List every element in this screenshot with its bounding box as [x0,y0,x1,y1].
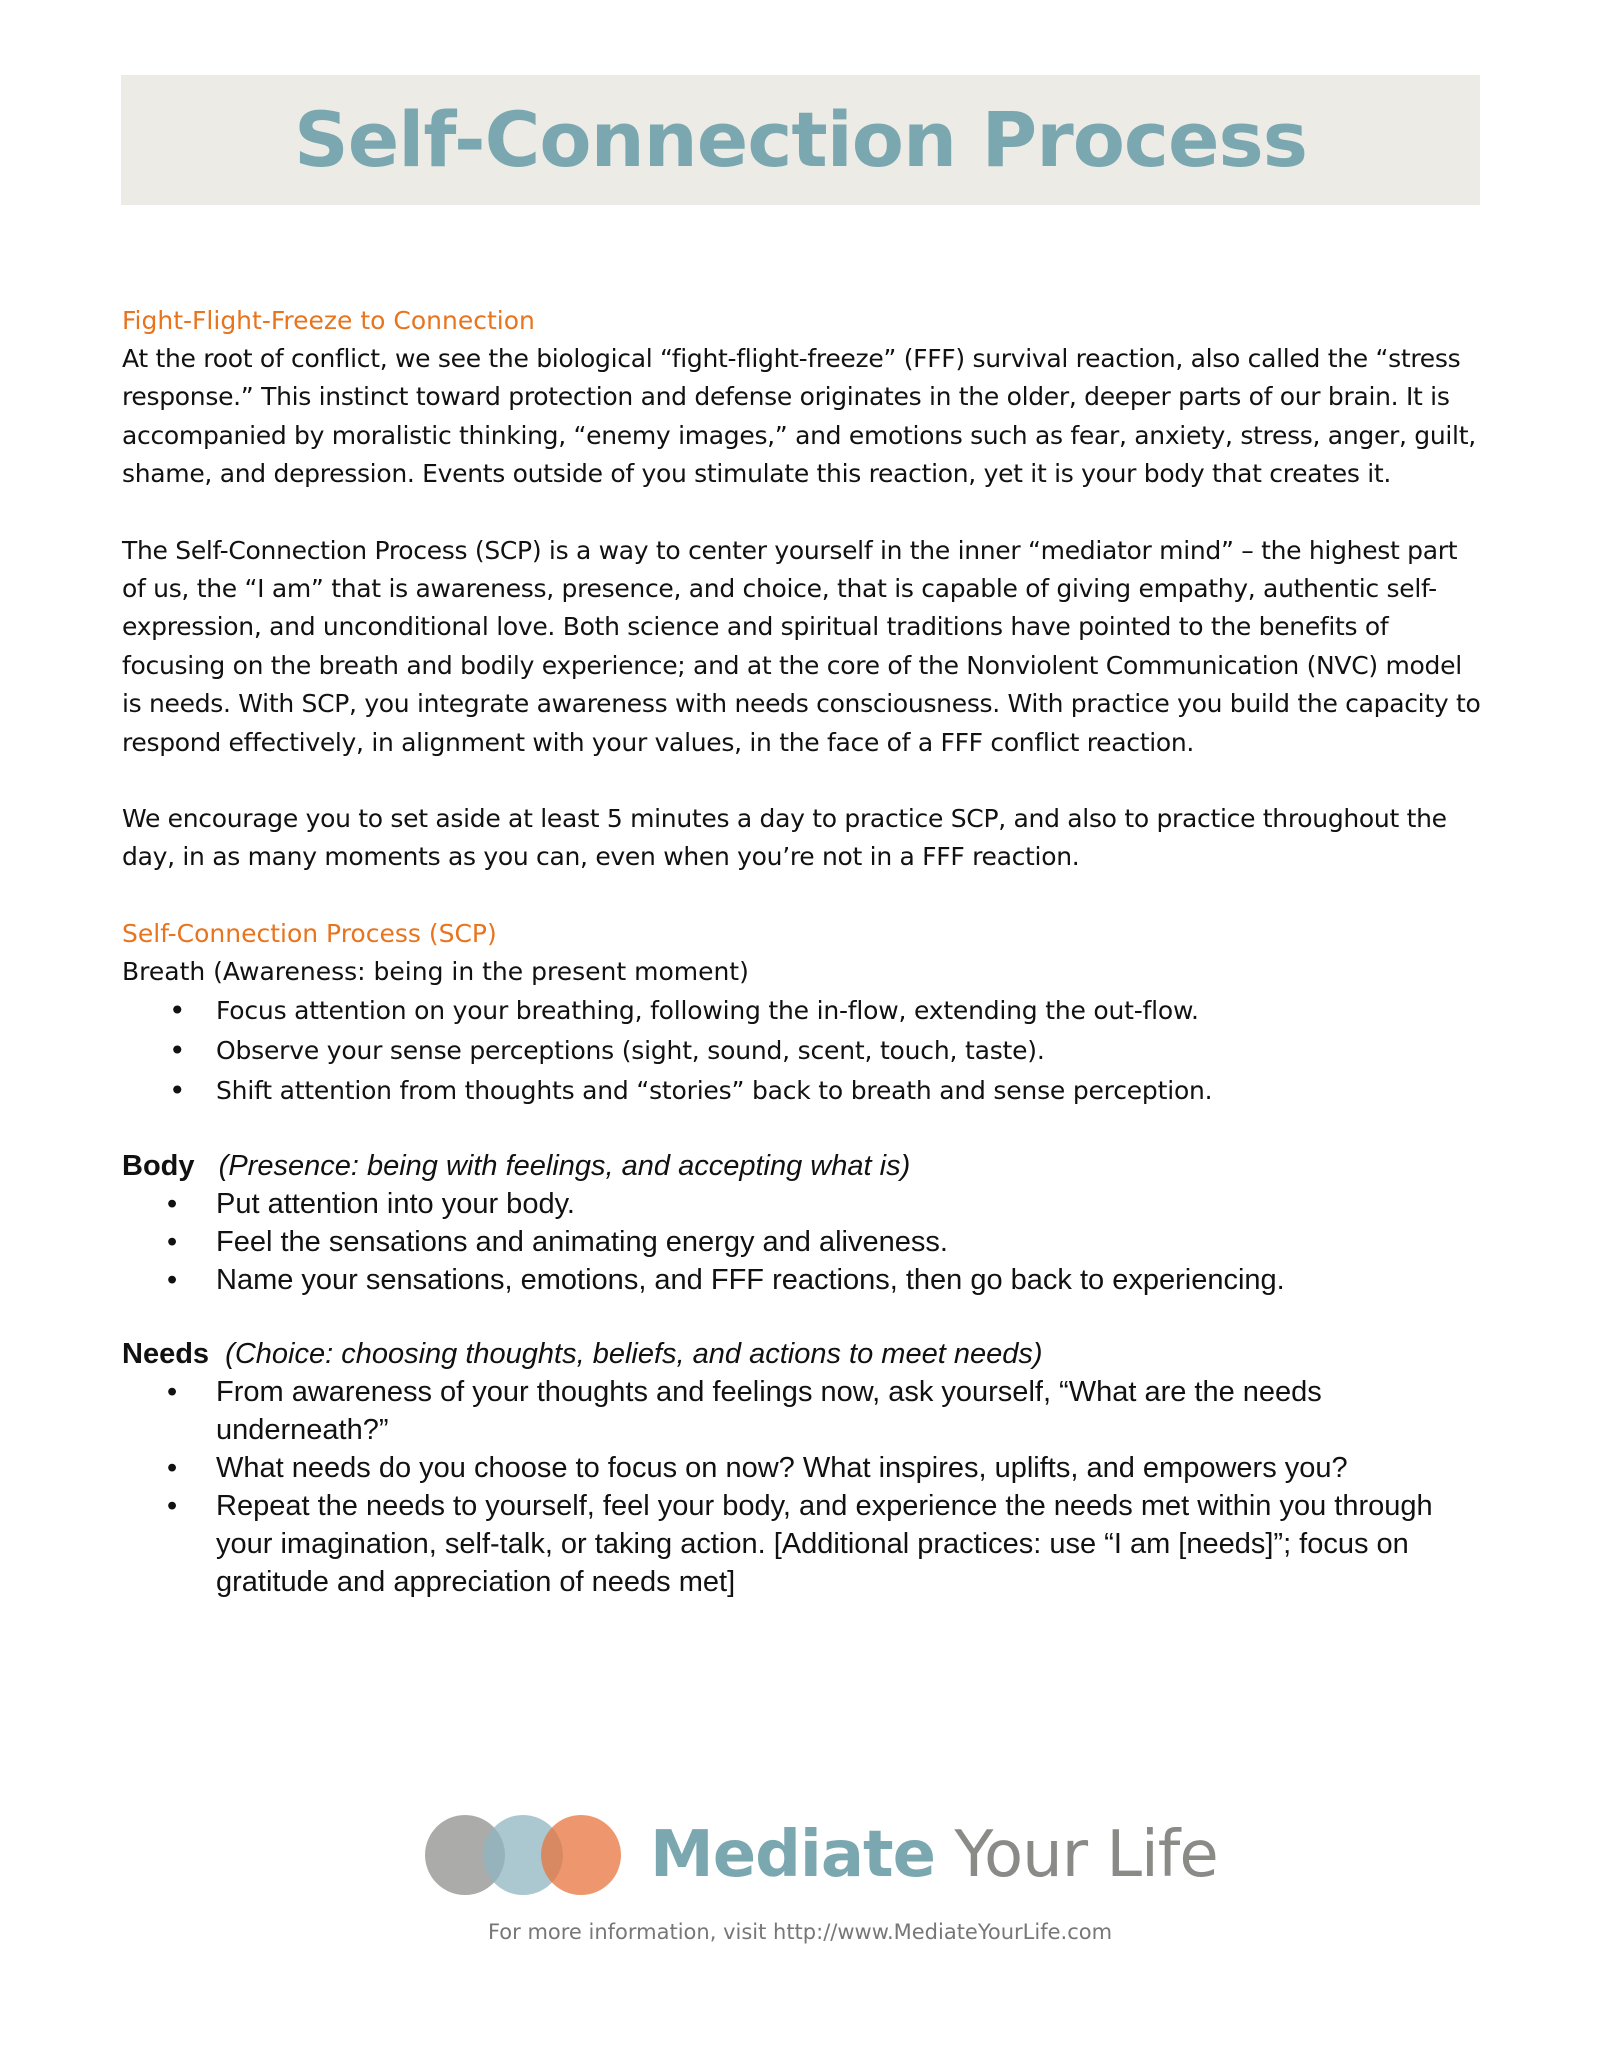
title-banner [121,75,1480,205]
body-label: Body [122,1149,195,1182]
body-subtitle: (Presence: being with feelings, and accepting what is) [218,1149,911,1182]
breath-heading: Breath (Awareness: being in the present moment) [122,956,749,986]
footer-info: For more information, visit http://www.MediateYourLife.com [487,1920,1113,1944]
needs-list [122,1373,1482,1601]
list-item: • Feel the sensations and animating energy and aliveness. [122,1223,1482,1261]
section-heading-fff: Fight-Flight-Freeze to Connection [122,306,535,335]
list-item: • Observe your sense perceptions (sight, sound, scent, touch, taste). [122,1031,1482,1071]
needs-label: Needs [122,1337,210,1370]
body-list [122,1185,1482,1299]
list-item: • Put attention into your body. [122,1185,1482,1223]
list-item: • Repeat the needs to yourself, feel your body, and experience the needs met within you through your imagination, self-talk, or taking action. [Additional practices: use “I am [needs]”; focus on gratitude and appreciation of needs met] [122,1487,1482,1601]
breath-list [122,991,1482,1111]
body-heading [122,1147,1482,1185]
list-item: • Focus attention on your breathing, following the in-flow, extending the out-flow. [122,991,1482,1031]
list-item: • What needs do you choose to focus on now? What inspires, uplifts, and empowers you? [122,1449,1482,1487]
page-title: Self-Connection Process [293,95,1308,184]
paragraph-fff: At the root of conflict, we see the biological “fight-flight-freeze” (FFF) survival reaction, also called the “stress response.” This instinct toward protection and defense originates in the older, deeper parts of our brain. It is accompanied by moralistic thinking, “enemy images,” and emotions such as fear, anxiety, stress, anger, guilt, shame, and depression. Events outside of you stimulate this reaction, yet it is your body that creates it. [122,344,1476,489]
list-item: • Shift attention from thoughts and “stories” back to breath and sense perception. [122,1071,1482,1111]
brand-name [650,1815,1218,1895]
needs-subtitle: (Choice: choosing thoughts, beliefs, and actions to meet needs) [225,1337,1043,1370]
paragraph-scp-intro: The Self-Connection Process (SCP) is a way to center yourself in the inner “mediator mind” – the highest part of us, the “I am” that is awareness, presence, and choice, that is capable of giving empathy, authentic self-expression, and unconditional love. Both science and spiritual traditions have pointed to the benefits of focusing on the breath and bodily experience; and at the core of the Nonviolent Communication (NVC) model is needs. With SCP, you integrate awareness with needs consciousness. With practice you build the capacity to respond effectively, in alignment with your values, in the face of a FFF conflict reaction. [122,535,1481,757]
paragraph-practice: We encourage you to set aside at least 5 minutes a day to practice SCP, and also to practice throughout the day, in as many moments as you can, even when you’re not in a FFF reaction. [122,804,1447,872]
list-item: • Name your sensations, emotions, and FFF reactions, then go back to experiencing. [122,1261,1482,1299]
orange-circle-icon [541,1815,621,1895]
needs-heading [122,1335,1482,1373]
list-item: • From awareness of your thoughts and feelings now, ask yourself, “What are the needs underneath?” [122,1373,1482,1449]
main-content [122,302,1482,1601]
section-heading-scp: Self-Connection Process (SCP) [122,918,497,948]
mediate-your-life-logo [425,1815,1218,1905]
brand-word-your-life: Your Life [954,1818,1218,1892]
brand-word-mediate: Mediate [650,1818,936,1892]
